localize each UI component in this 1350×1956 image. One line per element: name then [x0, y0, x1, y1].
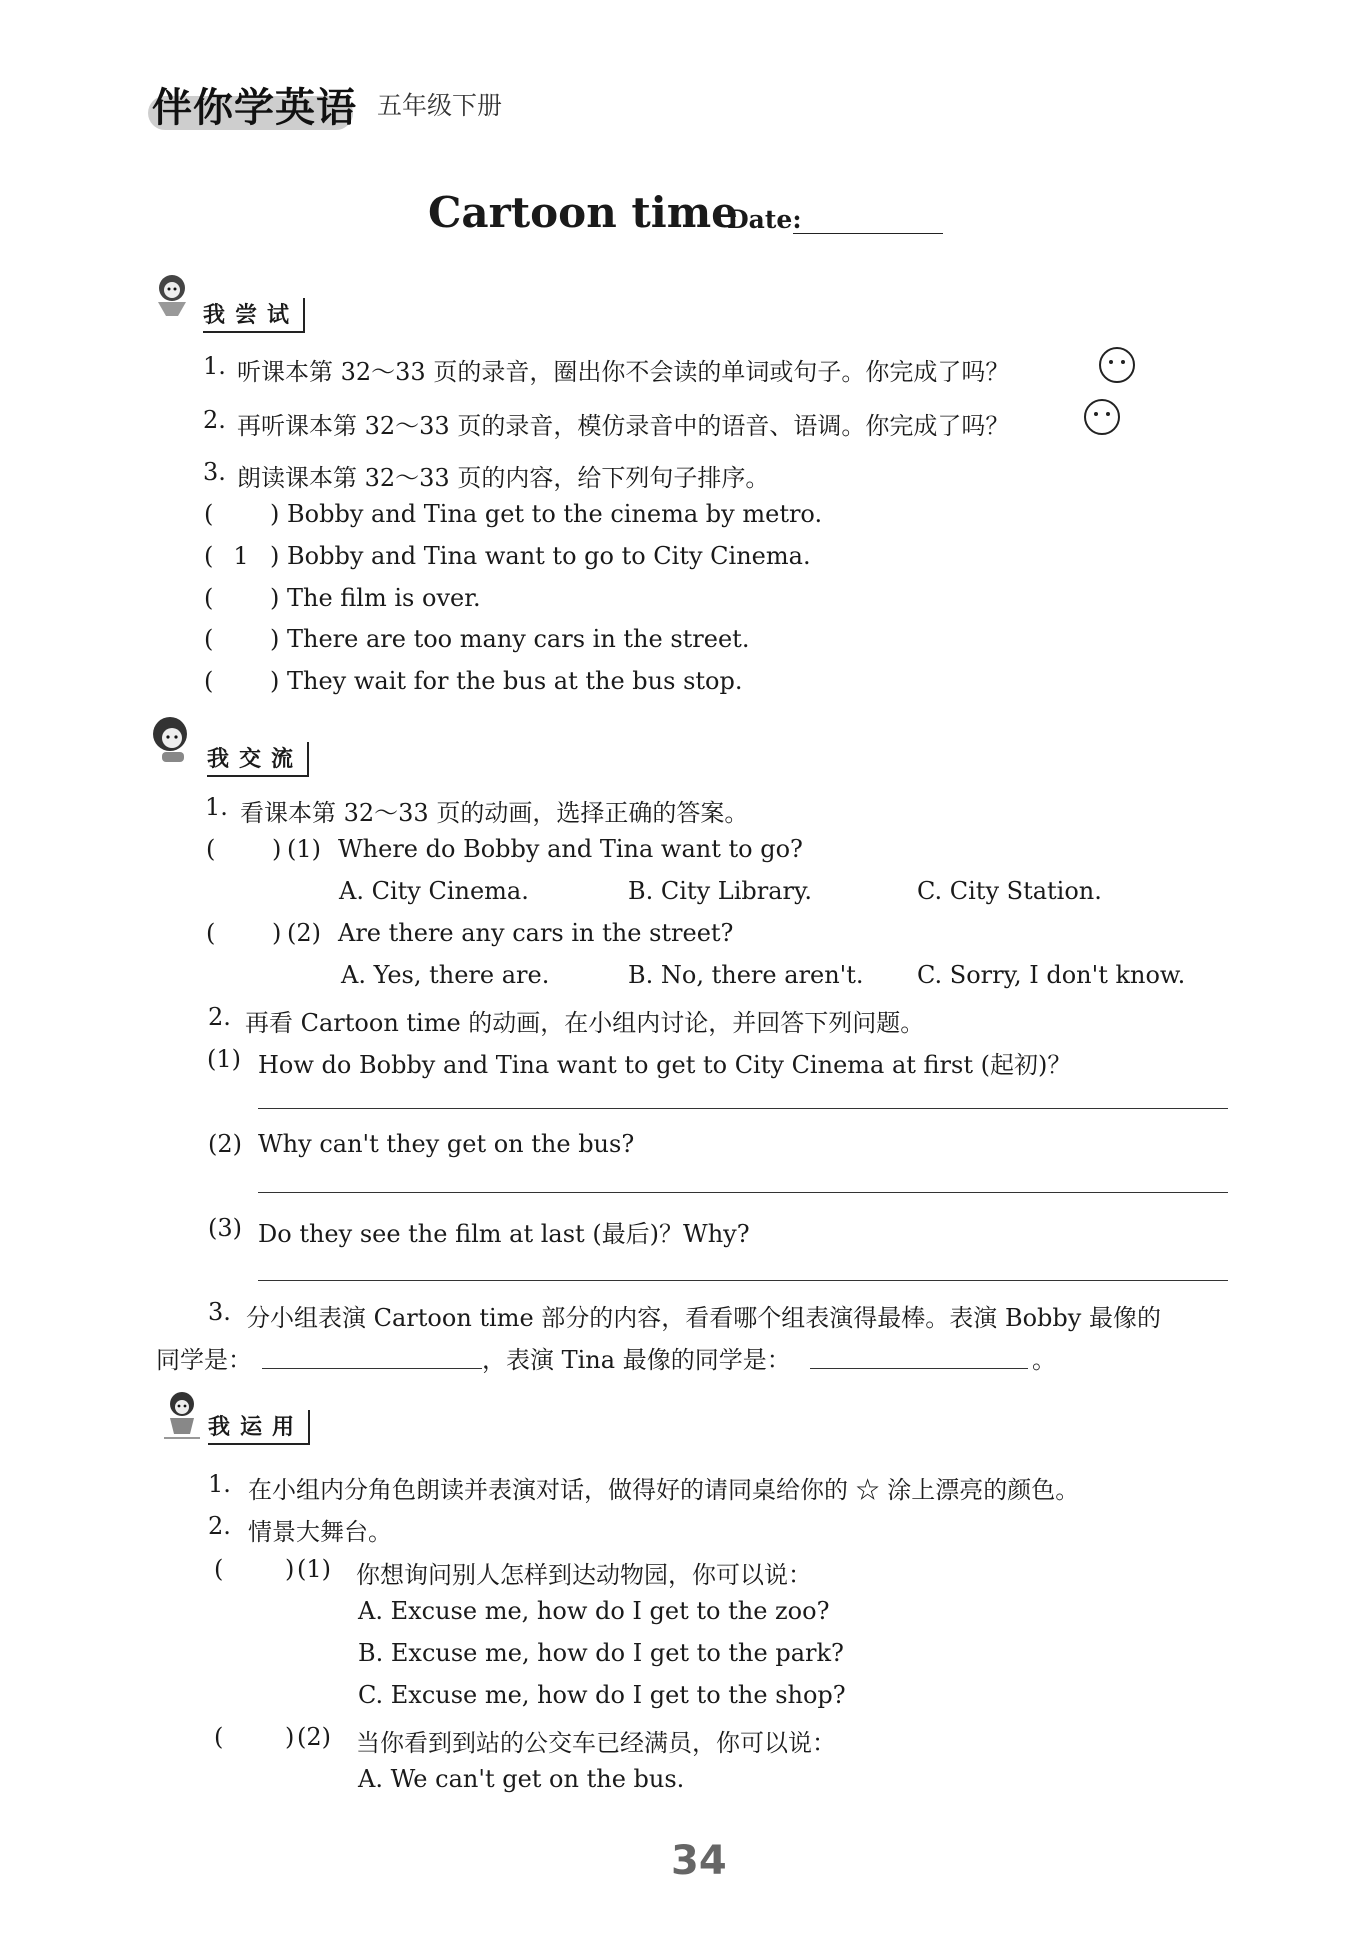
paren-close: ) — [272, 835, 282, 863]
order-item-text: The film is over. — [287, 584, 481, 612]
mc-option-c[interactable]: C. Sorry, I don't know. — [917, 961, 1186, 989]
order-item-text: Bobby and Tina want to go to City Cinema. — [287, 542, 811, 570]
order-item-text: They wait for the bus at the bus stop. — [287, 667, 743, 695]
use-q2-text: 情景大舞台。 — [248, 1518, 392, 1546]
talk-q3-end: 。 — [1032, 1346, 1056, 1374]
paren-open: ( — [204, 584, 214, 612]
cartoon-child-icon — [158, 1388, 206, 1440]
open-q-number: (3) — [208, 1214, 242, 1242]
grade-label: 五年级下册 — [377, 91, 503, 120]
paren-open: ( — [204, 500, 214, 528]
scenario-option-a[interactable]: A. Excuse me, how do I get to the zoo? — [358, 1597, 830, 1625]
paren-open: ( — [206, 919, 216, 947]
mc-option-b[interactable]: B. No, there aren't. — [628, 961, 864, 989]
open-q-text: Why can't they get on the bus? — [258, 1130, 635, 1158]
talk-q3-text: 分小组表演 Cartoon time 部分的内容，看看哪个组表演得最棒。表演 Bobby 最像的 — [246, 1304, 1161, 1332]
paren-open: ( — [214, 1723, 224, 1751]
try-q1-text: 听课本第 32～33 页的录音，圈出你不会读的单词或句子。你完成了吗？ — [237, 358, 1010, 386]
cartoon-boy-icon — [148, 712, 196, 764]
answer-line[interactable] — [258, 1280, 1228, 1281]
section-title-talk: 我交流 — [207, 742, 309, 777]
paren-close: ) — [270, 667, 280, 695]
paren-open: ( — [204, 625, 214, 653]
paren-open: ( — [214, 1555, 224, 1583]
talk-q1-number: 1. — [205, 793, 228, 821]
cartoon-girl-icon — [148, 268, 196, 320]
paren-close: ) — [285, 1555, 295, 1583]
talk-q3-label-bobby: 同学是： — [156, 1346, 252, 1374]
try-q3-text: 朗读课本第 32～33 页的内容，给下列句子排序。 — [237, 464, 770, 492]
try-q1-number: 1. — [203, 352, 226, 380]
page-number: 34 — [671, 1838, 727, 1884]
order-item-text: Bobby and Tina get to the cinema by metro. — [287, 500, 823, 528]
order-answer-input[interactable]: 1 — [233, 542, 249, 570]
paren-close: ) — [270, 625, 280, 653]
mc-number: (2) — [287, 919, 321, 947]
tina-name-input[interactable] — [810, 1368, 1028, 1369]
paren-open: ( — [206, 835, 216, 863]
scenario-question: 当你看到到站的公交车已经满员，你可以说： — [356, 1729, 836, 1757]
page-title: Cartoon time — [428, 188, 738, 237]
mc-question: Where do Bobby and Tina want to go? — [338, 835, 803, 863]
order-item-text: There are too many cars in the street. — [287, 625, 750, 653]
smiley-face-icon[interactable] — [1083, 398, 1121, 436]
scenario-question: 你想询问别人怎样到达动物园，你可以说： — [356, 1561, 812, 1589]
paren-close: ) — [270, 542, 280, 570]
bobby-name-input[interactable] — [262, 1368, 482, 1369]
try-q3-number: 3. — [203, 458, 226, 486]
section-title-use: 我运用 — [208, 1410, 310, 1445]
smiley-face-icon[interactable] — [1098, 346, 1136, 384]
section-title-try: 我尝试 — [203, 298, 305, 333]
mc-question: Are there any cars in the street? — [338, 919, 734, 947]
try-q2-number: 2. — [203, 406, 226, 434]
open-q-text: Do they see the film at last (最后)？Why? — [258, 1220, 750, 1248]
paren-open: ( — [204, 542, 214, 570]
answer-line[interactable] — [258, 1108, 1228, 1109]
talk-q3-label-tina: ，表演 Tina 最像的同学是： — [482, 1346, 791, 1374]
mc-number: (1) — [287, 835, 321, 863]
scenario-option-b[interactable]: B. Excuse me, how do I get to the park? — [358, 1639, 844, 1667]
answer-line[interactable] — [258, 1192, 1228, 1193]
use-q1-number: 1. — [208, 1470, 231, 1498]
use-q2-number: 2. — [208, 1512, 231, 1540]
brand-title: 伴你学英语 — [152, 85, 357, 131]
paren-open: ( — [204, 667, 214, 695]
talk-q1-text: 看课本第 32～33 页的动画，选择正确的答案。 — [240, 799, 749, 827]
paren-close: ) — [270, 500, 280, 528]
mc-option-b[interactable]: B. City Library. — [628, 877, 812, 905]
paren-close: ) — [272, 919, 282, 947]
mc-option-a[interactable]: A. City Cinema. — [339, 877, 529, 905]
scenario-number: (2) — [297, 1723, 331, 1751]
open-q-number: (1) — [207, 1045, 241, 1073]
mc-option-c[interactable]: C. City Station. — [917, 877, 1102, 905]
open-q-number: (2) — [208, 1130, 242, 1158]
scenario-option-c[interactable]: C. Excuse me, how do I get to the shop? — [358, 1681, 846, 1709]
use-q1-text: 在小组内分角色朗读并表演对话，做得好的请同桌给你的 ☆ 涂上漂亮的颜色。 — [248, 1476, 1080, 1504]
mc-option-a[interactable]: A. Yes, there are. — [341, 961, 550, 989]
paren-close: ) — [285, 1723, 295, 1751]
date-input-line[interactable] — [793, 233, 943, 234]
scenario-option-a[interactable]: A. We can't get on the bus. — [358, 1765, 685, 1793]
date-label: Date: — [727, 205, 802, 234]
talk-q2-text: 再看 Cartoon time 的动画，在小组内讨论，并回答下列问题。 — [245, 1009, 925, 1037]
try-q2-text: 再听课本第 32～33 页的录音，模仿录音中的语音、语调。你完成了吗？ — [237, 412, 1010, 440]
talk-q2-number: 2. — [208, 1003, 231, 1031]
scenario-number: (1) — [297, 1555, 331, 1583]
talk-q3-number: 3. — [208, 1298, 231, 1326]
paren-close: ) — [270, 584, 280, 612]
open-q-text: How do Bobby and Tina want to get to City Cinema at first (起初)？ — [258, 1051, 1072, 1079]
